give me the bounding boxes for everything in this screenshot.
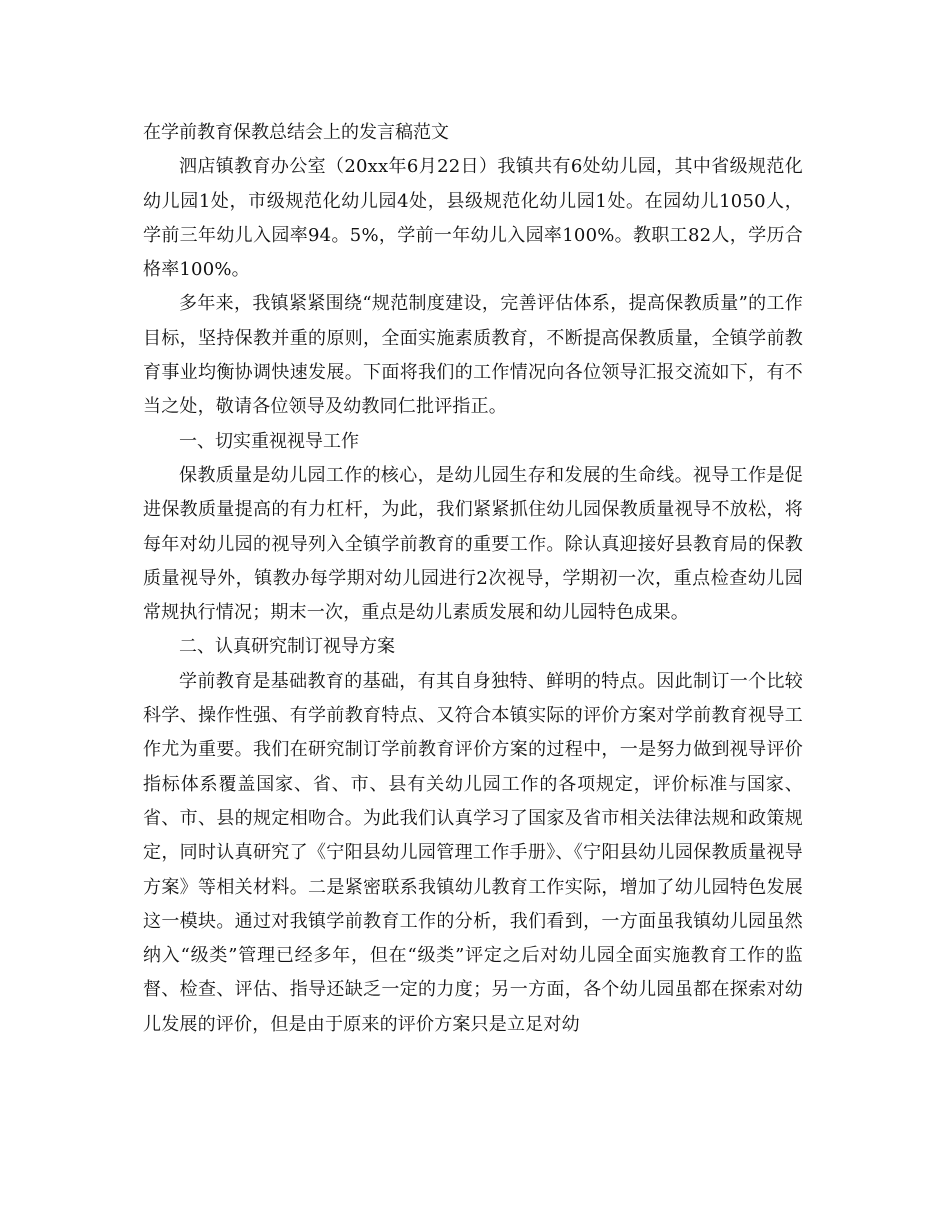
paragraph-section-1: 保教质量是幼儿园工作的核心，是幼儿园生存和发展的生命线。视导工作是促进保教质量提高的有力杠杆，为此，我们紧紧抓住幼儿园保教质量视导不放松，将每年对幼儿园的视导列入全镇学前教育的重要工作。除认真迎接好县教育局的保教质量视导外，镇教办每学期对幼儿园进行2次视导，学期初一次，重点检查幼儿园常规执行情况；期末一次，重点是幼儿素质发展和幼儿园特色成果。 [143, 464, 803, 624]
paragraph-introduction: 多年来，我镇紧紧围绕“规范制度建设，完善评估体系，提高保教质量”的工作目标，坚持保教并重的原则，全面实施素质教育，不断提高保教质量，全镇学前教育事业均衡协调快速发展。下面将我们的工作情况向各位领导汇报交流如下，有不当之处，敬请各位领导及幼教同仁批评指正。 [143, 293, 803, 418]
paragraph-section-2: 学前教育是基础教育的基础，有其自身独特、鲜明的特点。因此制订一个比较科学、操作性强、有学前教育特点、又符合本镇实际的评价方案对学前教育视导工作尤为重要。我们在研究制订学前教育评价方案的过程中，一是努力做到视导评价指标体系覆盖国家、省、市、县有关幼儿园工作的各项规定，评价标准与国家、省、市、县的规定相吻合。为此我们认真学习了国家及省市相关法律法规和政策规定，同时认真研究了《宁阳县幼儿园管理工作手册》、《宁阳县幼儿园保教质量视导方案》等相关材料。二是紧密联系我镇幼儿教育工作实际，增加了幼儿园特色发展这一模块。通过对我镇学前教育工作的分析，我们看到，一方面虽我镇幼儿园虽然纳入“级类”管理已经多年，但在“级类”评定之后对幼儿园全面实施教育工作的监督、检查、评估、指导还缺乏一定的力度；另一方面，各个幼儿园虽都在探索对幼儿发展的评价，但是由于原来的评价方案只是立足对幼 [143, 670, 803, 1035]
section-heading-1: 一、切实重视视导工作 [179, 430, 359, 452]
document-body [143, 116, 803, 1042]
paragraph-overview: 泗店镇教育办公室（20xx年6月22日）我镇共有6处幼儿园，其中省级规范化幼儿园1处，市级规范化幼儿园4处，县级规范化幼儿园1处。在园幼儿1050人，学前三年幼儿入园率94。5%，学前一年幼儿入园率100%。教职工82人，学历合格率100%。 [143, 156, 803, 281]
document-title: 在学前教育保教总结会上的发言稿范文 [143, 122, 449, 143]
section-heading-2: 二、认真研究制订视导方案 [179, 636, 395, 658]
